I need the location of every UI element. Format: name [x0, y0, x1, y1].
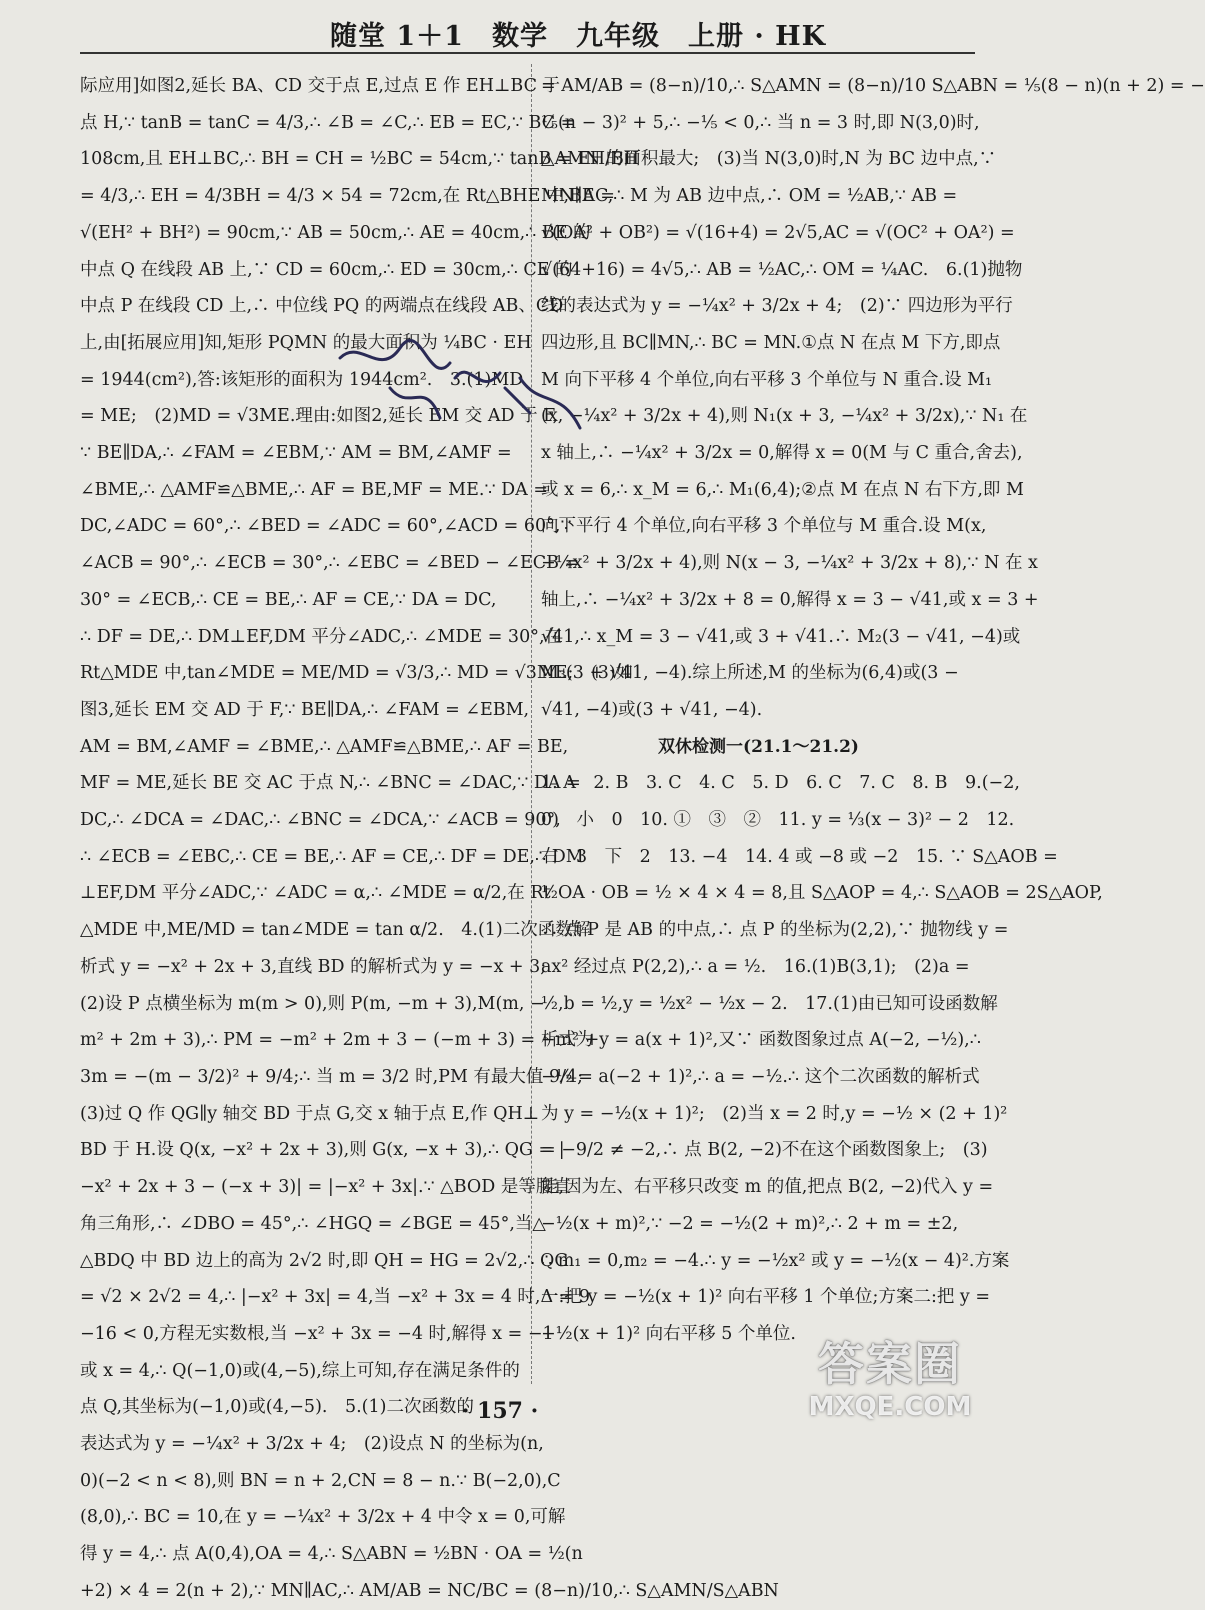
text-line: M₃(3 + √41, −4).综上所述,M 的坐标为(6,4)或(3 − — [541, 663, 959, 684]
header-rule — [80, 52, 975, 54]
text-line: △BDQ 中 BD 边上的高为 2√2 时,即 QH = HG = 2√2,∴ QG — [80, 1250, 569, 1271]
text-line: ½,b = ½,y = ½x² − ½x − 2. 17.(1)由已知可设函数解 — [541, 993, 998, 1014]
text-line: 轴上,∴ −¼x² + 3/2x + 8 = 0,解得 x = 3 − √41,或 x = 3 + — [541, 589, 1039, 610]
text-line: = ME; (2)MD = √3ME.理由:如图2,延长 EM 交 AD 于 F, — [80, 406, 559, 427]
text-line: x 轴上,∴ −¼x² + 3/2x = 0,解得 x = 0(M 与 C 重合,舍去), — [541, 443, 1023, 464]
text-line: 点 H,∵ tanB = tanC = 4/3,∴ ∠B = ∠C,∴ EB = EC,∵ BC = — [80, 112, 576, 133]
text-line: ∴ DF = DE,∴ DM⊥EF,DM 平分∠ADC,∴ ∠MDE = 30°,在 — [80, 626, 563, 647]
text-line: 中点 P 在线段 CD 上,∴ 中位线 PQ 的两端点在线段 AB、CD — [80, 296, 564, 317]
text-line: −16 < 0,方程无实数根,当 −x² + 3x = −4 时,解得 x = −1 — [80, 1323, 554, 1344]
text-line: (8,0),∴ BC = 10,在 y = −¼x² + 3/2x + 4 中令 x = 0,可解 — [80, 1507, 566, 1528]
text-line: = −9/2 ≠ −2,∴ 点 B(2, −2)不在这个函数图象上; (3) — [541, 1140, 988, 1161]
text-line: = 1944(cm²),答:该矩形的面积为 1944cm². 3.(1)MD — [80, 369, 524, 390]
text-line: ∠ACB = 90°,∴ ∠ECB = 30°,∴ ∠EBC = ∠BED − ∠ECB = — [80, 553, 580, 574]
text-line: 点 Q,其坐标为(−1,0)或(4,−5). 5.(1)二次函数的 — [80, 1397, 474, 1418]
text-line: 线的表达式为 y = −¼x² + 3/2x + 4; (2)∵ 四边形为平行 — [541, 296, 1013, 317]
text-line: √(64+16) = 4√5,∴ AB = ½AC,∴ OM = ¼AC. 6.(1)抛物 — [541, 259, 1023, 280]
text-line: √41,∴ x_M = 3 − √41,或 3 + √41.∴ M₂(3 − √41, −4)或 — [541, 626, 1021, 647]
text-line: ⊥EF,DM 平分∠ADC,∵ ∠ADC = α,∴ ∠MDE = α/2,在 Rt — [80, 883, 551, 904]
watermark-url: MXQE.COM — [808, 1392, 972, 1422]
text-line: 为 y = −½(x + 1)²; (2)当 x = 2 时,y = −½ × (2 + 1)² — [541, 1103, 1008, 1124]
text-line: 得 y = 4,∴ 点 A(0,4),OA = 4,∴ S△ABN = ½BN · OA = ½(n — [80, 1544, 583, 1565]
text-line: (x, −¼x² + 3/2x + 4),则 N₁(x + 3, −¼x² + 3/2x),∵ N₁ 在 — [541, 406, 1028, 427]
text-line: m² + 2m + 3),∴ PM = −m² + 2m + 3 − (−m + 3) = −m² + — [80, 1030, 600, 1051]
header-title: 随堂 1＋1 数学 九年级 上册 · HK — [330, 21, 827, 52]
text-line: = AM/AB = (8−n)/10,∴ S△AMN = (8−n)/10 S△ABN = ⅕(8 − n)(n + 2) = − — [541, 76, 1205, 96]
text-line: −½(x + 1)² 向右平移 5 个单位. — [541, 1323, 796, 1344]
text-line: DC,∴ ∠DCA = ∠DAC,∴ ∠BNC = ∠DCA,∵ ∠ACB = 90°, — [80, 810, 561, 831]
text-line: ∴ ∠ECB = ∠EBC,∴ CE = BE,∴ AF = CE,∴ DF = DE,∴ DM — [80, 846, 584, 867]
text-line: 右 3 下 2 13. −4 14. 4 或 −8 或 −2 15. ∵ S△AOB = — [541, 846, 1058, 867]
text-line: △MDE 中,ME/MD = tan∠MDE = tan α/2. 4.(1)二次函数解 — [80, 920, 591, 941]
page-header — [0, 0, 1000, 64]
text-line: 上,由[拓展应用]知,矩形 PQMN 的最大面积为 ¼BC · EH — [80, 332, 532, 353]
text-line: AM = BM,∠AMF = ∠BME,∴ △AMF≌△BME,∴ AF = BE, — [80, 736, 569, 757]
text-line: −x² + 2x + 3 − (−x + 3)| = |−x² + 3x|.∵ △BOD 是等腰直 — [80, 1177, 571, 1198]
text-line: 0)(−2 < n < 8),则 BN = n + 2,CN = 8 − n.∵ B(−2,0),C — [80, 1470, 561, 1491]
text-line: ∠BME,∴ △AMF≌△BME,∴ AF = BE,MF = ME.∵ DA = — [80, 479, 549, 500]
text-line: = 4/3,∴ EH = 4/3BH = 4/3 × 54 = 72cm,在 Rt△BHE 中,BE = — [80, 186, 615, 207]
text-line: ∵ BE∥DA,∴ ∠FAM = ∠EBM,∵ AM = BM,∠AMF = — [80, 443, 512, 464]
text-line: M 向下平移 4 个单位,向右平移 3 个单位与 N 重合.设 M₁ — [541, 369, 993, 390]
text-line: 1. A 2. B 3. C 4. C 5. D 6. C 7. C 8. B 9.(−2, — [541, 773, 1020, 794]
text-line: 能,因为左、右平移只改变 m 的值,把点 B(2, −2)代入 y = — [541, 1177, 994, 1198]
page-number: · 157 · — [461, 1398, 539, 1424]
text-line: ∴ 点 P 是 AB 的中点,∴ 点 P 的坐标为(2,2),∵ 抛物线 y = — [541, 920, 1009, 941]
text-line: 0) 小 0 10. ① ③ ② 11. y = ⅓(x − 3)² − 2 12. — [541, 810, 1015, 831]
text-line: 3m = −(m − 3/2)² + 9/4;∴ 当 m = 3/2 时,PM 有最大值 9/4; — [80, 1066, 584, 1087]
text-line: 向下平行 4 个单位,向右平移 3 个单位与 M 重合.设 M(x, — [541, 516, 987, 537]
text-line: Rt△MDE 中,tan∠MDE = ME/MD = √3/3,∴ MD = √3ME; (3)如 — [80, 663, 634, 684]
text-line: ax² 经过点 P(2,2),∴ a = ½. 16.(1)B(3,1); (2)a = — [541, 956, 970, 977]
watermark-logo: 答案圈 — [818, 1337, 962, 1391]
text-line: 中点 Q 在线段 AB 上,∵ CD = 60cm,∴ ED = 30cm,∴ CE 的 — [80, 259, 573, 280]
text-line: 30° = ∠ECB,∴ CE = BE,∴ AF = CE,∵ DA = DC, — [80, 589, 497, 610]
text-line: △AMN 的面积最大; (3)当 N(3,0)时,N 为 BC 边中点,∵ — [541, 149, 997, 170]
text-line: 四边形,且 BC∥MN,∴ BC = MN.①点 N 在点 M 下方,即点 — [541, 332, 1001, 353]
section-title: 双休检测一(21.1～21.2) — [658, 736, 859, 757]
text-line: +2) × 4 = 2(n + 2),∵ MN∥AC,∴ AM/AB = NC/BC = (8−n)/10,∴ S△AMN/S△ABN — [80, 1580, 779, 1601]
text-line: ⅕(n − 3)² + 5,∴ −⅕ < 0,∴ 当 n = 3 时,即 N(3,0)时, — [541, 112, 980, 133]
text-line: 或 x = 6,∴ x_M = 6,∴ M₁(6,4);②点 M 在点 N 右下方,即 M — [541, 479, 1024, 500]
text-line: −½(x + m)²,∵ −2 = −½(2 + m)²,∴ 2 + m = ±2, — [541, 1213, 959, 1234]
text-line: √(OA² + OB²) = √(16+4) = 2√5,AC = √(OC² + OA²) = — [541, 222, 1015, 243]
text-line: 一:把 y = −½(x + 1)² 向右平移 1 个单位;方案二:把 y = — [541, 1287, 991, 1308]
text-line: 108cm,且 EH⊥BC,∴ BH = CH = ½BC = 54cm,∵ tanB = EH/BH — [80, 149, 640, 170]
text-line: 析式 y = −x² + 2x + 3,直线 BD 的解析式为 y = −x + 3; — [80, 956, 547, 977]
text-line: 表达式为 y = −¼x² + 3/2x + 4; (2)设点 N 的坐标为(n, — [80, 1434, 544, 1455]
text-line: −½ = a(−2 + 1)²,∴ a = −½.∴ 这个二次函数的解析式 — [541, 1066, 980, 1087]
text-line: = √2 × 2√2 = 4,∴ |−x² + 3x| = 4,当 −x² + 3x = 4 时,Δ = 9 — [80, 1287, 591, 1308]
text-line: (2)设 P 点横坐标为 m(m > 0),则 P(m, −m + 3),M(m, − — [80, 993, 545, 1014]
text-line: √(EH² + BH²) = 90cm,∵ AB = 50cm,∴ AE = 40cm,∴ BE 的 — [80, 222, 591, 243]
text-line: 际应用]如图2,延长 BA、CD 交于点 E,过点 E 作 EH⊥BC 于 — [80, 76, 561, 96]
text-line: DC,∠ADC = 60°,∴ ∠BED = ∠ADC = 60°,∠ACD = 60°,∵ — [80, 516, 572, 537]
text-line: √41, −4)或(3 + √41, −4). — [541, 699, 763, 720]
text-line: 或 x = 4,∴ Q(−1,0)或(4,−5),综上可知,存在满足条件的 — [80, 1360, 520, 1381]
text-line: ∴ m₁ = 0,m₂ = −4.∴ y = −½x² 或 y = −½(x − 4)².方案 — [541, 1250, 1010, 1271]
right-column — [541, 68, 1205, 1378]
text-line: −¼x² + 3/2x + 4),则 N(x − 3, −¼x² + 3/2x + 8),∵ N 在 x — [541, 553, 1038, 574]
handwritten-scribble — [330, 318, 590, 448]
text-line: MN∥AC,∴ M 为 AB 边中点,∴ OM = ½AB,∵ AB = — [541, 186, 958, 207]
text-line: ½OA · OB = ½ × 4 × 4 = 8,且 S△AOP = 4,∴ S△AOB = 2S△AOP, — [541, 883, 1103, 904]
text-line: MF = ME,延长 BE 交 AC 于点 N,∴ ∠BNC = ∠DAC,∵ DA = — [80, 773, 581, 794]
text-line: 析式为 y = a(x + 1)²,又∵ 函数图象过点 A(−2, −½),∴ — [541, 1030, 981, 1051]
text-line: BD 于 H.设 Q(x, −x² + 2x + 3),则 G(x, −x + 3),∴ QG = | — [80, 1140, 565, 1161]
text-line: (3)过 Q 作 QG∥y 轴交 BD 于点 G,交 x 轴于点 E,作 QH⊥ — [80, 1103, 540, 1124]
watermark — [790, 1336, 990, 1436]
text-line: 角三角形,∴ ∠DBO = 45°,∴ ∠HGQ = ∠BGE = 45°,当△ — [80, 1213, 546, 1234]
text-line: 图3,延长 EM 交 AD 于 F,∵ BE∥DA,∴ ∠FAM = ∠EBM, — [80, 699, 530, 720]
